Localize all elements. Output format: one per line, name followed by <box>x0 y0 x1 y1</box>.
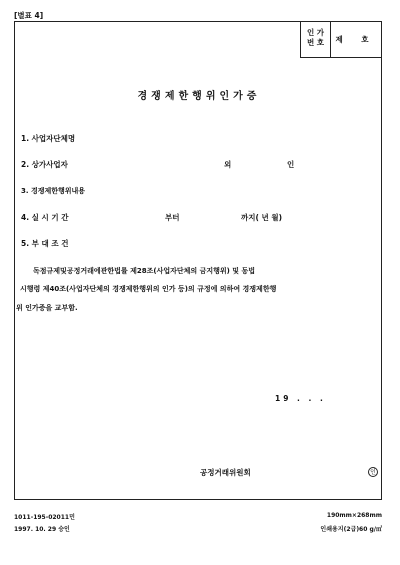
paper-spec: 인쇄용지(2급)60 g/㎡ <box>320 526 382 533</box>
approval-number-label: 인 가 번 호 <box>301 22 331 57</box>
body-line-2: 시행령 제40조(사업자단체의 경쟁제한행위의 인가 등)의 규정에 의하여 경쟁제한행 <box>20 285 277 293</box>
approval-date: 1997. 10. 29 승인 <box>14 526 70 533</box>
item-3-label: 3. 경쟁제한행위내용 <box>21 187 86 195</box>
approval-number-box <box>300 21 382 58</box>
document-title: 경쟁제한행위인가증 <box>137 91 261 102</box>
item-2-mid: 외 <box>224 160 232 169</box>
body-line-3: 위 인가증을 교부함. <box>16 304 78 312</box>
approval-number-value: 제 호 <box>335 35 377 44</box>
body-line-1: 독점규제및공정거래에관한법률 제28조(사업자단체의 금지행위) 및 동법 <box>33 267 255 275</box>
issue-date: 19 . . . <box>275 394 326 403</box>
form-label: [별표 4] <box>14 11 44 20</box>
form-code: 1011-195-02011민 <box>14 514 75 521</box>
item-4-label: 4. 실 시 기 간 <box>21 213 69 222</box>
item-4-mid: 부터 <box>165 213 180 222</box>
seal-icon: 인 <box>368 467 378 477</box>
form-frame <box>14 21 382 500</box>
item-1-label: 1. 사업자단체명 <box>21 134 76 143</box>
paper-size: 190mm×268mm <box>326 512 382 519</box>
item-4-right: 까지( 년 월) <box>241 213 283 222</box>
item-2-label: 2. 상가사업자 <box>21 160 68 169</box>
item-2-right: 인 <box>287 160 295 169</box>
item-5-label: 5. 부 대 조 건 <box>21 239 69 248</box>
issuer-name: 공정거래위원회 <box>200 468 251 477</box>
